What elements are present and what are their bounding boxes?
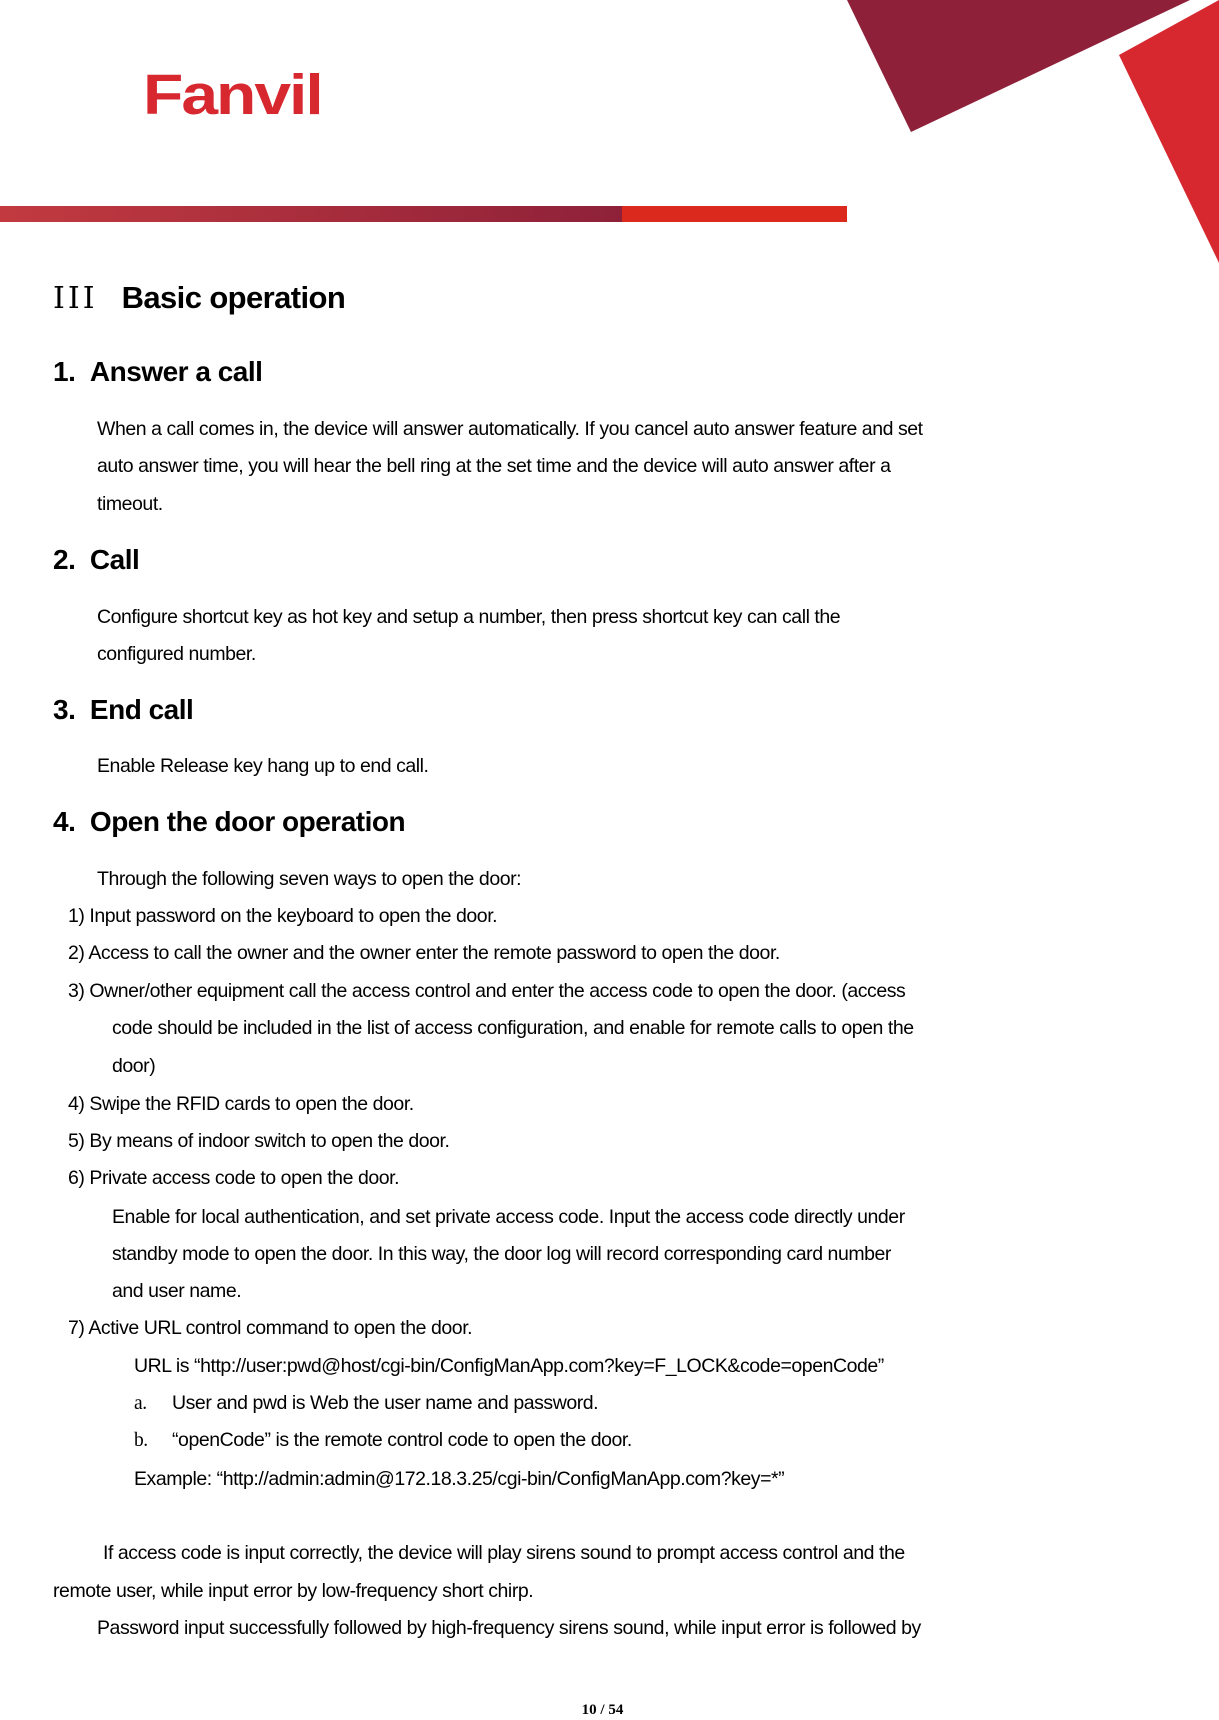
- heading-end-call: 3. End call: [53, 694, 194, 725]
- list-item: 3) Owner/other equipment call the access control and enter the access code to open the door. (access: [68, 980, 906, 1002]
- heading-open-door: 4. Open the door operation: [53, 806, 406, 837]
- list-item-cont: code should be included in the list of access configuration, and enable for remote calls to open the: [112, 1017, 914, 1039]
- list-item: 6) Private access code to open the door.: [68, 1167, 400, 1189]
- url-example: Example: “http://admin:admin@172.18.3.25/cgi-bin/ConfigManApp.com?key=*”: [134, 1468, 785, 1490]
- section-title: Basic operation: [121, 280, 346, 315]
- para-line: Password input successfully followed by high-frequency sirens sound, while input error is followed by: [97, 1617, 921, 1639]
- sub-item: a. User and pwd is Web the user name and password.: [134, 1392, 599, 1414]
- header-decoration: [0, 0, 1219, 280]
- list-item-cont: door): [112, 1055, 156, 1077]
- list-item-cont: and user name.: [112, 1280, 242, 1302]
- list-item: 4) Swipe the RFID cards to open the door.: [68, 1093, 414, 1115]
- fanvil-logo: Fanvil: [143, 62, 322, 126]
- list-item: 1) Input password on the keyboard to open the door.: [68, 905, 498, 927]
- red-triangle: [1119, 0, 1219, 263]
- list-item-cont: Enable for local authentication, and set private access code. Input the access code directly under: [112, 1206, 905, 1228]
- page-number: 10 / 54: [581, 1702, 624, 1718]
- call-line: Configure shortcut key as hot key and setup a number, then press shortcut key can call the: [97, 606, 841, 628]
- answer-line: timeout.: [97, 493, 163, 515]
- url-format: URL is “http://user:pwd@host/cgi-bin/ConfigManApp.com?key=F_LOCK&code=openCode”: [134, 1355, 884, 1377]
- sub-item: b. “openCode” is the remote control code to open the door.: [134, 1429, 632, 1451]
- call-line: configured number.: [97, 643, 256, 665]
- list-item: 2) Access to call the owner and the owner enter the remote password to open the door.: [68, 942, 780, 964]
- section-heading: [53, 280, 345, 316]
- heading-call: 2. Call: [53, 544, 140, 575]
- list-item: 7) Active URL control command to open the door.: [68, 1317, 473, 1339]
- list-item-cont: standby mode to open the door. In this way, the door log will record corresponding card number: [112, 1243, 891, 1265]
- header-bar-red: [622, 206, 847, 222]
- para-line: If access code is input correctly, the device will play sirens sound to prompt access control and the: [103, 1542, 905, 1564]
- answer-line: When a call comes in, the device will answer automatically. If you cancel auto answer feature and set: [97, 418, 923, 440]
- answer-line: auto answer time, you will hear the bell ring at the set time and the device will auto answer after a: [97, 455, 891, 477]
- end-line: Enable Release key hang up to end call.: [97, 755, 429, 777]
- heading-answer: 1. Answer a call: [53, 356, 263, 387]
- para-line: remote user, while input error by low-frequency short chirp.: [53, 1580, 534, 1602]
- list-item: 5) By means of indoor switch to open the door.: [68, 1130, 450, 1152]
- door-intro: Through the following seven ways to open the door:: [97, 868, 522, 890]
- header-bar-gradient: [0, 206, 622, 222]
- section-numeral: III: [53, 281, 98, 316]
